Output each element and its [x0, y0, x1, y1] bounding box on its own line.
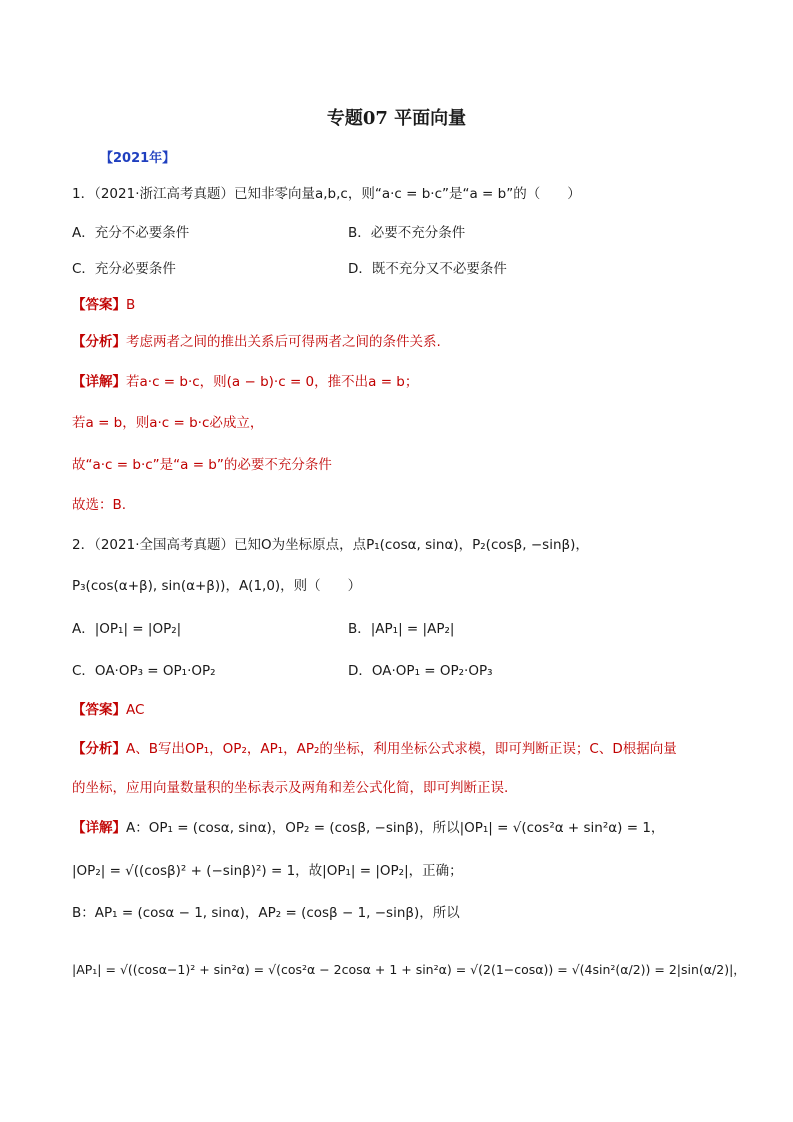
analysis-tag: 【分析】 — [72, 741, 126, 757]
analysis-text-1: A、B写出OP₁，OP₂，AP₁，AP₂的坐标，利用坐标公式求模，即可判断正误；C、D根据向量 — [126, 741, 677, 757]
q2-option-d: D．OA·OP₁ = OP₂·OP₃ — [348, 663, 493, 679]
q1-option-a: A．充分不必要条件 — [72, 225, 190, 241]
detail-a-line-2: |OP₂| = √((cosβ)² + (−sinβ)²) = 1，故|OP₁| = |OP₂|，正确； — [72, 863, 463, 879]
q1-answer-row — [72, 295, 135, 315]
q1-detail-row — [72, 372, 418, 392]
detail-text-1: 若a·c = b·c，则(a − b)·c = 0，推不出a = b； — [126, 374, 419, 390]
q2-option-a: A．|OP₁| = |OP₂| — [72, 621, 182, 637]
answer-tag: 【答案】 — [72, 702, 126, 718]
analysis-tag: 【分析】 — [72, 334, 126, 350]
question-2-stem-1: 2．（2021·全国高考真题）已知O为坐标原点，点P₁(cosα, sinα)，P₂(cosβ, −sinβ)， — [72, 537, 589, 553]
detail-b-line-1: B：AP₁ = (cosα − 1, sinα)，AP₂ = (cosβ − 1, −sinβ)，所以 — [72, 905, 460, 921]
q1-analysis-row — [72, 332, 441, 352]
analysis-text-2: 的坐标，应用向量数量积的坐标表示及两角和差公式化简，即可判断正误. — [72, 780, 509, 796]
question-1-stem: 1．（2021·浙江高考真题）已知非零向量a,b,c，则“a·c = b·c”是“a = b”的（ ） — [72, 186, 581, 202]
q1-option-d: D．既不充分又不必要条件 — [348, 261, 507, 277]
detail-tag: 【详解】 — [72, 374, 126, 390]
q1-option-c: C．充分必要条件 — [72, 261, 176, 277]
year-label: 【2021年】 — [100, 151, 176, 166]
detail-text-3: 故“a·c = b·c”是“a = b”的必要不充分条件 — [72, 457, 332, 473]
q1-option-b: B．必要不充分条件 — [348, 225, 466, 241]
detail-a-line-1: A：OP₁ = (cosα, sinα)，OP₂ = (cosβ, −sinβ)，所以|OP₁| = √(cos²α + sin²α) = 1， — [126, 820, 665, 836]
page-title: 专题07 平面向量 — [326, 108, 467, 129]
analysis-text: 考虑两者之间的推出关系后可得两者之间的条件关系. — [126, 334, 441, 350]
q2-detail-row — [72, 818, 664, 838]
q2-analysis-row — [72, 739, 677, 759]
detail-tag: 【详解】 — [72, 820, 126, 836]
detail-b-line-2: |AP₁| = √((cosα−1)² + sin²α) = √(cos²α − 2cosα + 1 + sin²α) = √(2(1−cosα)) = √(4sin²(α/2)) = 2|sin(α/2)|， — [72, 962, 746, 977]
answer-value: B — [126, 297, 136, 313]
q2-option-b: B．|AP₁| = |AP₂| — [348, 621, 455, 637]
detail-text-2: 若a = b，则a·c = b·c必成立， — [72, 415, 264, 431]
q2-option-c: C．OA·OP₃ = OP₁·OP₂ — [72, 663, 216, 679]
question-2-stem-2: P₃(cos(α+β), sin(α+β))，A(1,0)，则（ ） — [72, 578, 362, 594]
choose-text: 故选：B. — [72, 497, 127, 513]
answer-value: AC — [126, 702, 145, 718]
answer-tag: 【答案】 — [72, 297, 126, 313]
q2-answer-row — [72, 700, 144, 720]
